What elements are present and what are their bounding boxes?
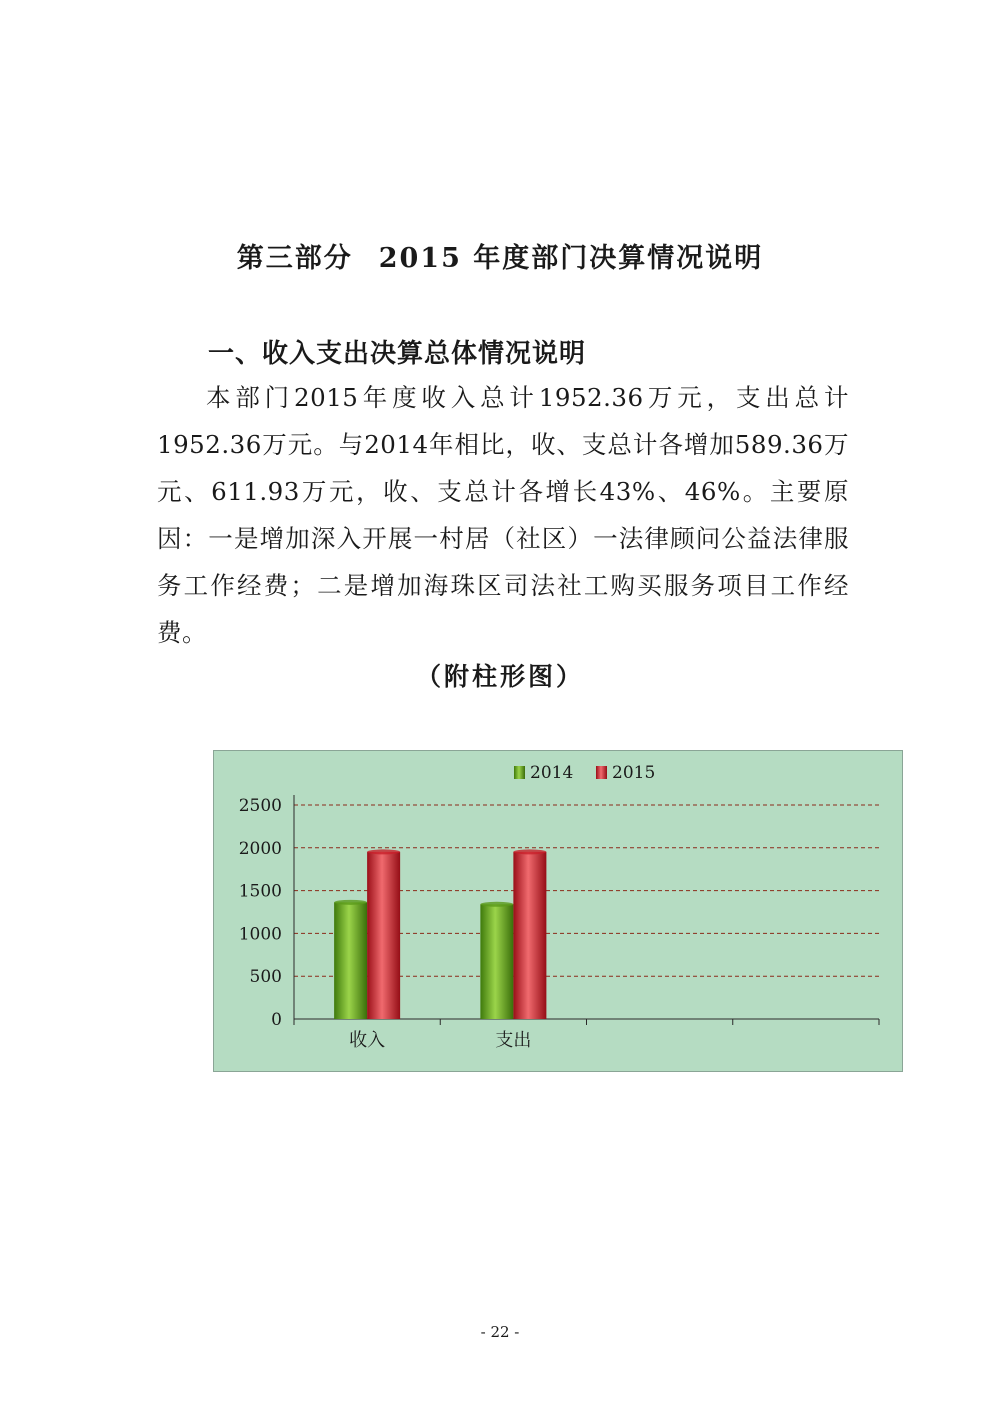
body-paragraph: 本部门2015年度收入总计1952.36万元，支出总计1952.36万元。与2014年相比，收、支总计各增加589.36万元、611.93万元，收、支总计各增长43%、46%。主要原因：一是增加深入开展一村居（社区）一法律顾问公益法律服务工作经费；二是增加海珠区司法社工购买服务项目工作经费。 [157, 383, 849, 647]
legend-swatch [514, 766, 525, 779]
x-category-label: 收入 [349, 1030, 386, 1051]
chart-caption: （附柱形图） [415, 662, 584, 691]
bar-cap [480, 902, 513, 907]
y-tick-label: 500 [249, 967, 282, 988]
y-tick-label: 2000 [238, 838, 282, 859]
bar-cap [334, 900, 367, 905]
section-heading: 一、收入支出决算总体情况说明 [208, 339, 587, 369]
title-text: 2015 年度部门决算情况说明 [378, 243, 764, 274]
bar-cap [367, 849, 400, 854]
legend-swatch [596, 766, 607, 779]
y-tick-label: 0 [271, 1010, 282, 1030]
page-number: - 22 - [480, 1323, 520, 1341]
bar-2015-1 [513, 852, 546, 1019]
legend-label: 2014 [530, 763, 574, 783]
legend-label: 2015 [612, 763, 656, 783]
bar-chart [213, 750, 903, 1072]
bar-chart-svg [214, 751, 902, 1071]
y-tick-label: 2500 [238, 796, 282, 816]
bar-2014-0 [334, 902, 367, 1019]
bar-2015-0 [367, 852, 400, 1019]
title-part: 第三部分 [236, 243, 353, 274]
bar-cap [513, 849, 546, 854]
bar-2014-1 [480, 904, 513, 1019]
page-title [0, 236, 1000, 275]
x-category-label: 支出 [495, 1030, 532, 1051]
y-tick-label: 1500 [238, 881, 282, 902]
y-tick-label: 1000 [238, 924, 282, 945]
